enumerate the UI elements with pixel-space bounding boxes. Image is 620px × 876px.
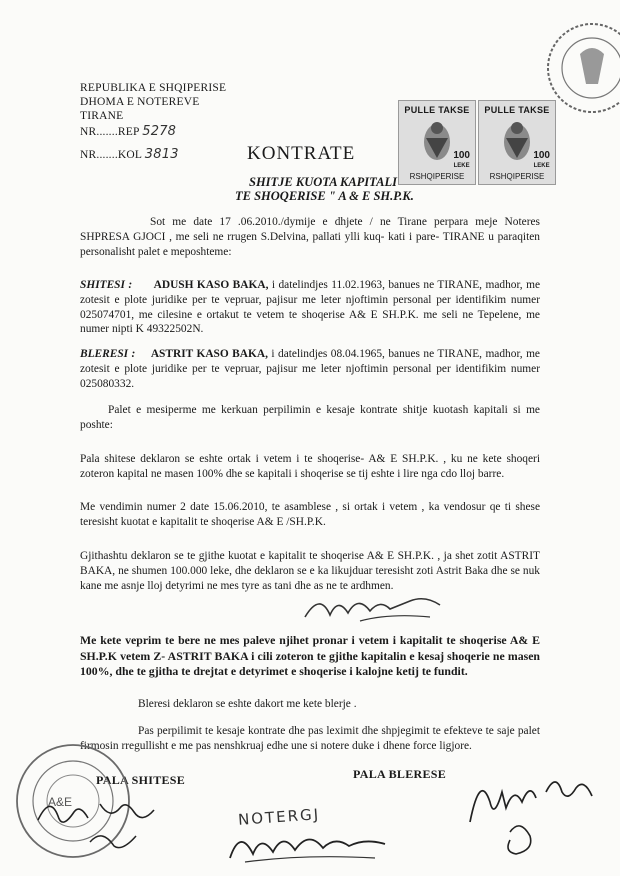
buyer-signature (450, 762, 610, 862)
header-block (80, 81, 226, 162)
document-subtitle-2: TE SHOQERISE " A & E SH.P.K. (235, 189, 414, 203)
tax-stamp-2-title: PULLE TAKSE (484, 105, 550, 115)
seller-name: ADUSH KASO BAKA, (153, 279, 269, 291)
company-seal-center-text: A&E (48, 795, 73, 809)
handwritten-signature-mid (300, 587, 450, 627)
buyer-label: BLERESI : (80, 348, 136, 360)
header-city: TIRANE (80, 110, 124, 122)
tax-stamp-1-value: 100 (453, 150, 470, 161)
paragraph-buyer-agreement: Bleresi deklaron se eshte dakort me kete blerje . (138, 698, 357, 710)
intro-paragraph: Sot me date 17 .06.2010./dymije e dhjete / ne Tirane perpara meje Noteres SHPRESA GJOCI , me seli ne rrugen S.Delvina, pallati ylli kuq- kati i pare- TIRANE u paraqiten personalisht palet e meposhteme: (80, 216, 540, 258)
header-republic: REPUBLIKA E SHQIPERISE (80, 82, 227, 94)
header-kol-number (80, 148, 226, 162)
document-subtitle-1: SHITJE KUOTA KAPITALI (249, 175, 397, 189)
buyer-details: i datelindjes 08.04.1965, banues ne TIRANE, madhor, me zotesit e plote juridike per te vepruar, pajisur me leter njoftimin personal per identifikim numer 025080332. (80, 348, 540, 390)
tax-stamp-1 (398, 100, 476, 185)
tax-stamp-2-country: RSHQIPERISE (489, 172, 545, 181)
notary-signature (225, 818, 415, 868)
paragraph-request: Palet e mesiperme me kerkuan perpilimin e kesaje kontrate shitje kuotash kapitali si me poshte: (80, 404, 540, 431)
paragraph-seller-declaration: Pala shitese deklaron se eshte ortak i vetem i te shoqerise- A& E SH.P.K. , ku ne kete shoqeri zoteron kapital ne masen 100% dhe se kapitali i shoqerise se tij eshte i lire nga cdo lloj barre. (80, 453, 540, 480)
paragraph-closing: Pas perpilimit te kesaje kontrate dhe pas leximit dhe shpjegimit te efekteve te saje palet firmosin rregullisht e me pas nenshkruaj edhe une si notere duke i dhene force ligjore. (80, 725, 540, 752)
document-title: KONTRATE (247, 143, 356, 164)
kol-label: NR.......KOL (80, 149, 142, 161)
tax-stamp-1-title: PULLE TAKSE (404, 105, 470, 115)
paragraph-decision: Me vendimin numer 2 date 15.06.2010, te asamblese , si ortak i vetem , ka vendosur qe ti shese teresisht kuotat e kapitalit te shoqerise A& E /SH.P.K. (80, 501, 540, 528)
notary-seal-top-icon (540, 6, 620, 136)
buyer-name: ASTRIT KASO BAKA, (150, 348, 268, 360)
seller-signature (30, 790, 180, 860)
paragraph-sale-terms: Gjithashtu deklaron se te gjithe kuotat e kapitalit te shoqerise A& E SH.P.K. , ja shet zotit ASTRIT BAKA, ne shumen 100.000 leke, dhe deklaron se e ka likujduar teresisht zoti Astrit Baka dhe se nuk kane me asnje lloj detyrimi ne mes tyre as tani dhe as ne te ardhmen. (80, 550, 540, 592)
paragraph-ownership-transfer: Me kete veprim te bere ne mes paleve njihet pronar i vetem i kapitalit te shoqerise A& E SH.P.K vetem Z- ASTRIT BAKA i cili zoteron te gjithe kapitalin e kesaj shoqerie ne masen 100%, dhe te gjitha te drejtat e detyrimet e shoqerise i kalojne ketij te fundit. (80, 633, 540, 678)
tax-stamp-1-currency: LEKE (453, 163, 470, 169)
rep-handwritten: 5278 (142, 124, 177, 139)
buyer-party-label: PALA BLERESE (353, 767, 447, 781)
seller-party-label: PALA SHITESE (96, 773, 186, 787)
eagle-emblem-icon (420, 118, 454, 164)
header-chamber: DHOMA E NOTEREVE (80, 96, 200, 108)
seller-label: SHITESI : (80, 279, 133, 291)
buyer-paragraph (80, 347, 540, 391)
kol-handwritten: 3813 (144, 147, 179, 162)
notary-handwritten-text: NOTERGJ (237, 805, 321, 829)
seller-details: i datelindjes 11.02.1963, banues ne TIRANE, madhor, me zotesit e plote juridike per te vepruar, pajisur me leter njoftimin personal per identifikim numer 025074701, me cilesine e ortakut te vetem te shoqerise A& E SH.P.K. me seli ne Tepelene, me numer nipti K 49322502N. (80, 279, 540, 336)
tax-stamp-1-country: RSHQIPERISE (409, 172, 465, 181)
header-rep-number (80, 125, 226, 139)
eagle-emblem-icon (500, 118, 534, 164)
tax-stamp-2-value: 100 (533, 150, 550, 161)
rep-label: NR.......REP (80, 126, 140, 138)
tax-stamp-2-currency: LEKE (533, 163, 550, 169)
seller-paragraph (80, 278, 540, 337)
